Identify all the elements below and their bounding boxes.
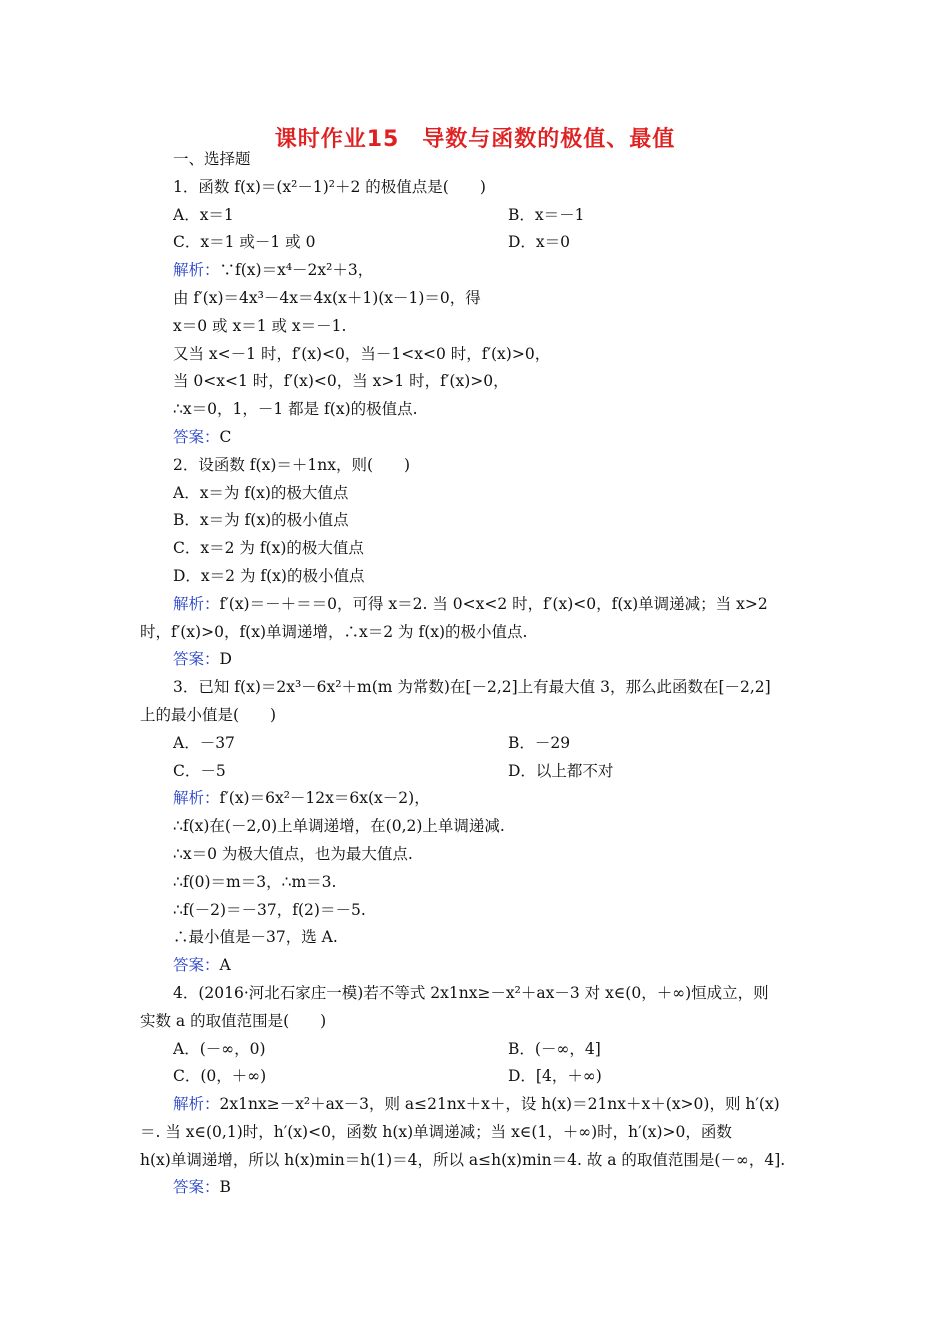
q1-options-row-1 — [140, 202, 812, 230]
q1-stem: 1．函数 f(x)＝(x²－1)²＋2 的极值点是( ) — [173, 177, 486, 196]
q2-analysis-text: f′(x)＝－＋＝＝0，可得 x＝2. 当 0<x<2 时，f′(x)<0，f(x)单调递减；当 x>2 — [219, 594, 768, 613]
q2-answer — [140, 646, 812, 674]
q4-options-row-1 — [140, 1036, 812, 1064]
q4-analysis-line — [140, 1091, 812, 1119]
document-body — [140, 146, 812, 1202]
q1-options-row-2 — [140, 229, 812, 257]
q1-analysis-text: ∵f(x)＝x⁴－2x²＋3， — [219, 261, 374, 280]
q4-stem: 实数 a 的取值范围是( ) — [140, 1011, 327, 1030]
q3-analysis-line: ∴x＝0 为极大值点，也为最大值点. — [173, 844, 413, 863]
q2-analysis-line: 时，f′(x)>0，f(x)单调递增，∴x＝2 为 f(x)的极小值点. — [140, 622, 528, 641]
answer-label: 答案： — [173, 1178, 220, 1197]
q3-analysis-line — [140, 785, 812, 813]
q4-option-d: D．[4，＋∞) — [508, 1067, 602, 1086]
q3-option-d: D．以上都不对 — [508, 761, 614, 780]
q1-option-b: B．x＝－1 — [508, 205, 585, 224]
q3-analysis-line: ∴f(0)＝m＝3，∴m＝3. — [173, 872, 337, 891]
q4-analysis-text: 2x1nx≥－x²＋ax－3，则 a≤21nx＋x＋，设 h(x)＝21nx＋x＋(x>0)，则 h′(x) — [219, 1095, 780, 1114]
q2-answer-value: D — [219, 650, 232, 669]
page-title: 课时作业15 导数与函数的极值、最值 — [274, 127, 676, 152]
q3-stem: 上的最小值是( ) — [140, 705, 277, 724]
q1-analysis-line: 由 f′(x)＝4x³－4x＝4x(x＋1)(x－1)＝0，得 — [173, 288, 481, 307]
q4-option-b: B．(－∞，4] — [508, 1039, 601, 1058]
q4-stem: 4．(2016·河北石家庄一模)若不等式 2x1nx≥－x²＋ax－3 对 x∈(0，＋∞)恒成立，则 — [173, 983, 769, 1002]
q1-answer — [140, 424, 812, 452]
q2-option-c: C．x＝2 为 f(x)的极大值点 — [173, 539, 364, 558]
q3-option-c: C．－5 — [173, 761, 226, 780]
q1-analysis-line: x＝0 或 x＝1 或 x＝－1. — [173, 316, 347, 335]
analysis-label: 解析： — [173, 261, 220, 280]
q3-options-row-2 — [140, 758, 812, 786]
q3-option-b: B．－29 — [508, 733, 571, 752]
q4-answer — [140, 1174, 812, 1202]
q4-answer-value: B — [219, 1178, 231, 1197]
q1-analysis-line: ∴x＝0，1，－1 都是 f(x)的极值点. — [173, 400, 418, 419]
q1-analysis-line: 当 0<x<1 时，f′(x)<0，当 x>1 时，f′(x)>0， — [173, 372, 509, 391]
analysis-label: 解析： — [173, 1095, 220, 1114]
q4-analysis-line: h(x)单调递增，所以 h(x)min＝h(1)＝4，所以 a≤h(x)min＝4. 故 a 的取值范围是(－∞，4]. — [140, 1150, 786, 1169]
q2-stem: 2．设函数 f(x)＝＋1nx，则( ) — [173, 455, 411, 474]
q3-analysis-text: f′(x)＝6x²－12x＝6x(x－2)， — [219, 789, 430, 808]
section-heading: 一、选择题 — [173, 150, 251, 168]
q2-analysis-line — [140, 591, 812, 619]
q1-option-d: D．x＝0 — [508, 233, 571, 252]
q3-analysis-line: ∴f(x)在(－2,0)上单调递增，在(0,2)上单调递减. — [173, 817, 505, 836]
q1-option-c: C．x＝1 或－1 或 0 — [173, 233, 316, 252]
q3-options-row-1 — [140, 730, 812, 758]
q4-analysis-line: ＝. 当 x∈(0,1)时，h′(x)<0，函数 h(x)单调递减；当 x∈(1，＋∞)时，h′(x)>0，函数 — [140, 1122, 732, 1141]
q3-option-a: A．－37 — [173, 733, 235, 752]
analysis-label: 解析： — [173, 789, 220, 808]
q3-answer-value: A — [219, 956, 231, 975]
q2-option-a: A．x＝为 f(x)的极大值点 — [173, 483, 349, 502]
q3-stem: 3．已知 f(x)＝2x³－6x²＋m(m 为常数)在[－2,2]上有最大值 3，那么此函数在[－2,2] — [173, 678, 771, 697]
q2-option-b: B．x＝为 f(x)的极小值点 — [173, 511, 349, 530]
q1-analysis-line: 又当 x<－1 时，f′(x)<0，当－1<x<0 时，f′(x)>0， — [173, 344, 551, 363]
q4-options-row-2 — [140, 1063, 812, 1091]
q3-analysis-line: ∴f(－2)＝－37，f(2)＝－5. — [173, 900, 366, 919]
q1-analysis-line — [140, 257, 812, 285]
q1-option-a: A．x＝1 — [173, 205, 234, 224]
q4-option-c: C．(0，＋∞) — [173, 1067, 267, 1086]
answer-label: 答案： — [173, 650, 220, 669]
q4-option-a: A．(－∞，0) — [173, 1039, 266, 1058]
analysis-label: 解析： — [173, 594, 220, 613]
q3-analysis-line: ∴最小值是－37，选 A. — [173, 928, 338, 947]
q3-answer — [140, 952, 812, 980]
answer-label: 答案： — [173, 427, 220, 446]
q1-answer-value: C — [219, 427, 232, 446]
q2-option-d: D．x＝2 为 f(x)的极小值点 — [173, 566, 365, 585]
answer-label: 答案： — [173, 956, 220, 975]
